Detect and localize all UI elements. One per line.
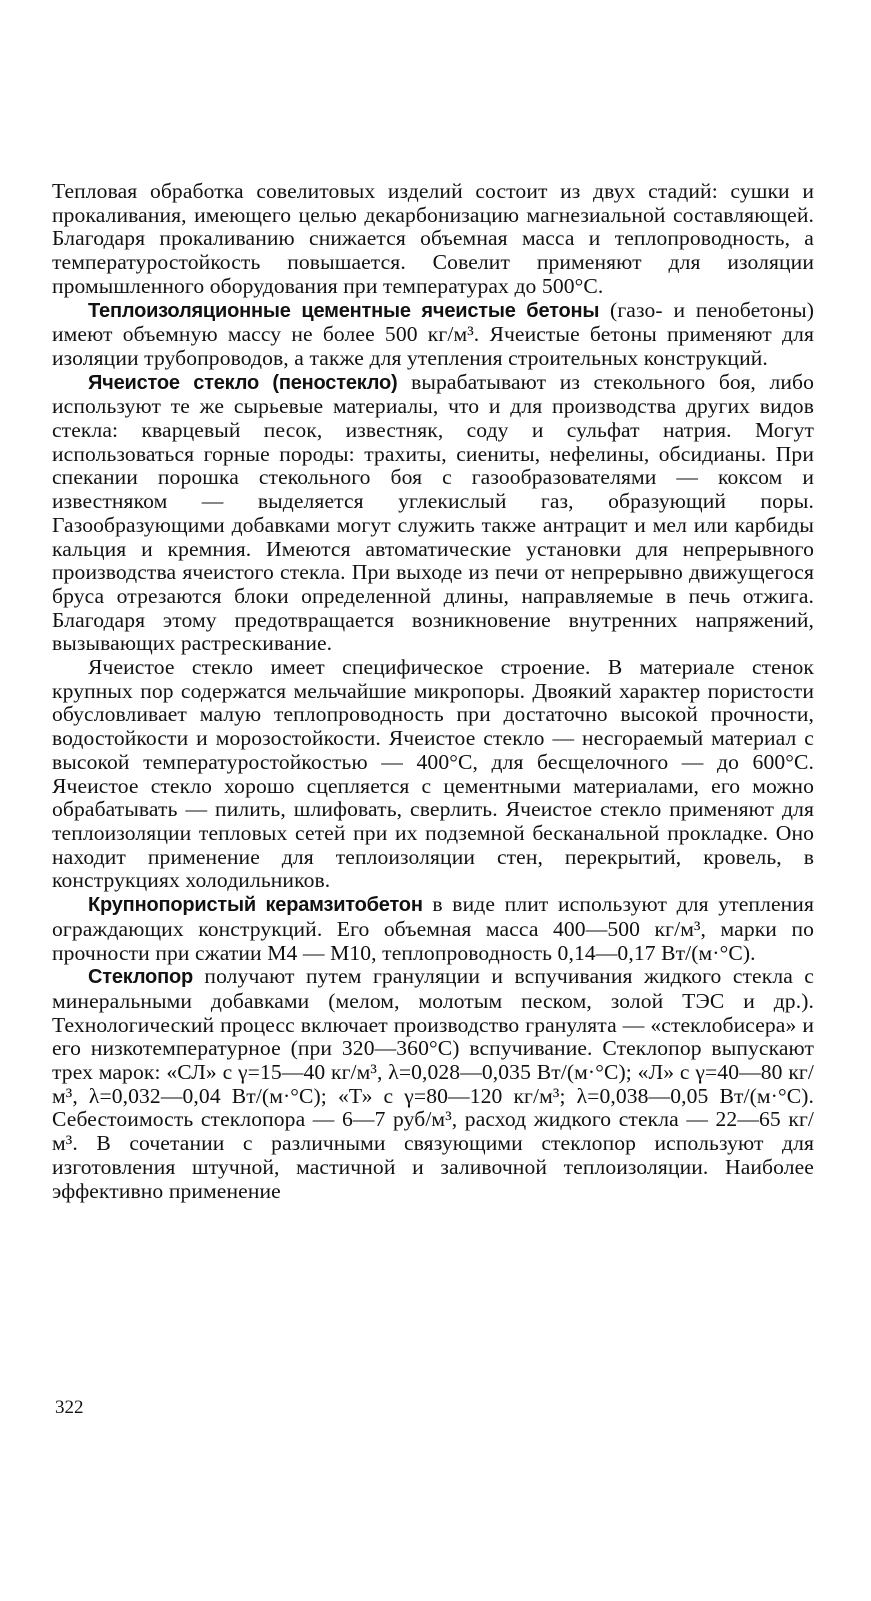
paragraph-foam-glass [52,371,814,656]
paragraph-text: вырабатывают из стекольного боя, либо используют те же сырьевые материалы, что и для производства других видов стекла: кварцевый песок, известняк, соду и сульфат натрия. Могут использоваться горные породы: трахиты, сиениты, нефелины, обсидианы. При спекании порошка стекольного боя с газообразователями — коксом и известняком — выделяется углекислый газ, образующий поры. Газообразующими добавками могут служить также антрацит и мел или карбиды кальция и кремния. Имеются автоматические установки для непрерывного производства ячеистого стекла. При выходе из печи от непрерывно движущегося бруса отрезаются блоки определенной длины, направляемые в печь отжига. Благодаря этому предотвращается возникновение внутренних напряжений, вызывающих растрескивание. [52,369,815,656]
page-body [52,180,814,1203]
paragraph-cellular-concrete [52,299,814,371]
paragraph-text: Тепловая обработка совелитовых изделий состоит из двух стадий: сушки и прокаливания, имеющего целью декарбонизацию магнезиальной составляющей. Благодаря прокаливанию снижается объемная масса и теплопроводность, а температуростойкость повышается. Совелит применяют для изоляции промышленного оборудования при температурах до 500°С. [52,179,814,298]
paragraph-text: Ячеистое стекло имеет специфическое строение. В материале стенок крупных пор содержатся мельчайшие микропоры. Двоякий характер пористости обусловливает малую теплопроводность при достаточно высокой прочности, водостойкости и морозостойкости. Ячеистое стекло — несгораемый материал с высокой температуростойкостью — 400°С, для бесщелочного — до 600°С. Ячеистое стекло хорошо сцепляется с цементными материалами, его можно обрабатывать — пилить, шлифовать, сверлить. Ячеистое стекло применяют для теплоизоляции тепловых сетей при их подземной бесканальной прокладке. Оно находит применение для теплоизоляции стен, перекрытий, кровель, в конструкциях холодильников. [52,655,814,893]
paragraph-lead-term: Крупнопористый керамзитобетон [88,894,423,917]
paragraph-steklopor [52,965,814,1203]
paragraph-foam-glass-structure [52,656,814,893]
page-number: 322 [55,1397,84,1418]
paragraph-lead-term: Ячеистое стекло (пеностекло) [88,371,398,394]
paragraph-text: получают путем грануляции и вспучивания жидкого стекла с минеральными добавками (мелом, молотым песком, золой ТЭС и др.). Технологический процесс включает производство гранулята — «стеклобисера» и его низкотемпературное (при 320—360°С) вспучивание. Стеклопор выпускают трех марок: «СЛ» с γ=15—40 кг/м³, λ=0,028—0,035 Вт/(м·°С); «Л» с γ=40—80 кг/м³, λ=0,032—0,04 Вт/(м·°С); «Т» с γ=80—120 кг/м³; λ=0,038—0,05 Вт/(м·°С). Себестоимость стеклопора — 6—7 руб/м³, расход жидкого стекла — 22—65 кг/м³. В сочетании с различными связующими стеклопор используют для изготовления штучной, мастичной и заливочной теплоизоляции. Наиболее эффективно применение [52,964,814,1203]
paragraph-text: в виде плит используют для утепления ограждающих конструкций. Его объемная масса 400—500 кг/м³, марки по прочности при сжатии М4 — М10, теплопроводность 0,14—0,17 Вт/(м·°С). [52,892,814,965]
paragraph-sovelit-treatment [52,180,814,299]
paragraph-lead-term: Теплоизоляционные цементные ячеистые бетоны [88,299,600,322]
paragraph-keramzit-concrete [52,893,814,965]
paragraph-text: (газо- и пенобетоны) имеют объемную массу не более 500 кг/м³. Ячеистые бетоны применяют для изоляции трубопроводов, а также для утепления строительных конструкций. [52,297,814,370]
paragraph-lead-term: Стеклопор [88,966,193,989]
